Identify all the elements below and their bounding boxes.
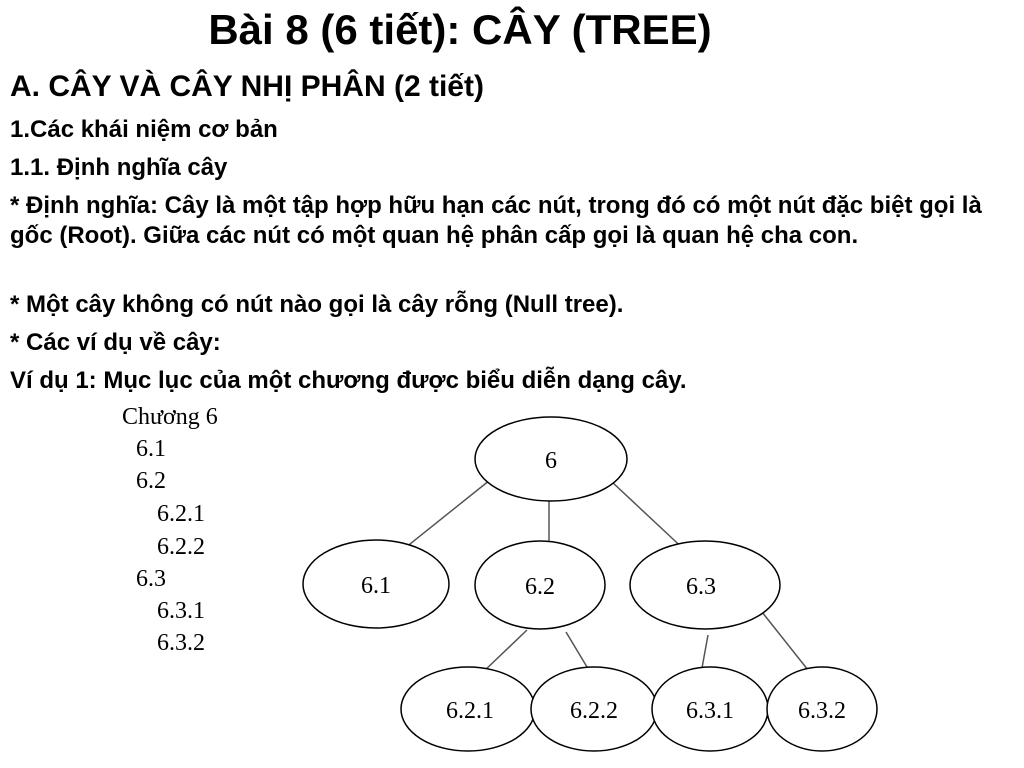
tree-node-label: 6.3.2 [798,698,846,724]
tree-edge [566,632,590,672]
subsection-heading: 1.Các khái niệm cơ bản [10,116,278,143]
tree-node [630,541,780,629]
tree-node [531,667,657,751]
toc-item: Chương 6 [122,404,218,430]
tree-node-label: 6 [545,448,557,474]
tree-node [303,540,449,628]
definition-paragraph: * Định nghĩa: Cây là một tập hợp hữu hạn các nút, trong đó có một nút đặc biệt gọi là gốc (Root). Giữa các nút có một quan hệ phân cấp gọi là quan hệ cha con. [10,192,982,249]
toc-item: 6.2 [136,468,166,494]
toc-item: 6.3 [136,566,166,592]
toc-item: 6.1 [136,436,166,462]
toc-item: 6.2.1 [157,501,205,527]
tree-node [652,667,768,751]
toc-item: 6.3.2 [157,630,205,656]
tree-edge [702,635,708,668]
tree-edge [482,630,527,673]
tree-node-label: 6.2.1 [446,698,494,724]
tree-node [401,667,535,751]
tree-node-label: 6.3.1 [686,698,734,724]
slide-title: Bài 8 (6 tiết): CÂY (TREE) [208,6,712,53]
example-1-caption: Ví dụ 1: Mục lục của một chương được biểu diễn dạng cây. [10,367,687,394]
section-heading: A. CÂY VÀ CÂY NHỊ PHÂN (2 tiết) [10,70,484,103]
tree-node [767,667,877,751]
tree-node-root [475,417,627,501]
null-tree-paragraph: * Một cây không có nút nào gọi là cây rỗng (Null tree). [10,291,624,318]
sub-subsection-heading: 1.1. Định nghĩa cây [10,154,228,181]
toc-item: 6.3.1 [157,598,205,624]
tree-node [475,541,605,629]
tree-node-label: 6.1 [361,573,391,599]
examples-heading: * Các ví dụ về cây: [10,329,221,356]
tree-node-label: 6.2 [525,574,555,600]
tree-edge [762,612,808,670]
tree-node-label: 6.3 [686,574,716,600]
toc-item: 6.2.2 [157,534,205,560]
tree-node-label: 6.2.2 [570,698,618,724]
